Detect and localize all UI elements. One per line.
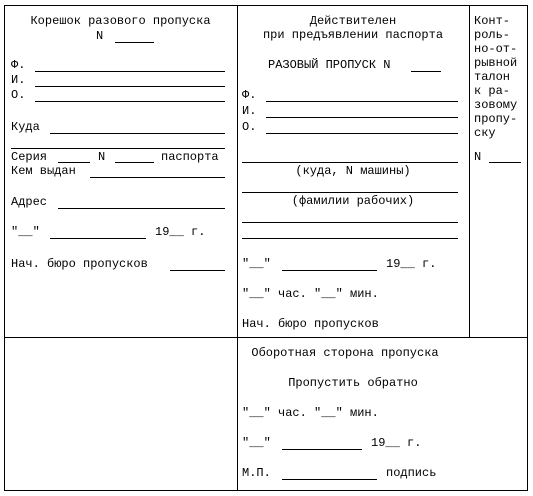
pass-workers-line <box>242 192 458 193</box>
stub-f-line <box>35 71 225 72</box>
stub-number-label: N <box>96 29 104 43</box>
coupon-line: талон <box>474 70 511 84</box>
coupon-n-label: N <box>474 150 482 164</box>
back-time: "__" час. "__" мин. <box>242 406 379 420</box>
stub-date-line <box>50 238 146 239</box>
stub-n-label: N <box>98 150 106 164</box>
coupon-line: роль- <box>474 28 511 42</box>
stub-passport-label: паспорта <box>161 150 219 164</box>
pass-i-label: И. <box>242 104 257 118</box>
stub-o-line <box>35 101 225 102</box>
back-title: Оборотная сторона пропуска <box>251 346 439 360</box>
pass-title: РАЗОВЫЙ ПРОПУСК N <box>268 58 391 72</box>
stub-number-line <box>115 42 154 43</box>
pass-f-label: Ф. <box>242 88 257 102</box>
pass-o-line <box>266 133 458 134</box>
stub-where-line-2 <box>11 148 225 149</box>
stub-bureau-label: Нач. бюро пропусков <box>11 257 148 271</box>
coupon-line: но-от- <box>474 42 518 56</box>
stub-i-line <box>35 86 225 87</box>
stub-f-label: Ф. <box>11 58 26 72</box>
back-date-quote: "__" <box>242 436 271 450</box>
pass-workers-line-3 <box>242 238 458 239</box>
back-date-line <box>282 449 362 450</box>
frame-left-border <box>4 5 5 491</box>
pass-date-quote: "__" <box>242 257 271 271</box>
frame-top-border <box>4 5 528 6</box>
stub-n-line <box>115 162 154 163</box>
stub-address-label: Адрес <box>11 195 48 209</box>
coupon-line: к ра- <box>474 84 511 98</box>
pass-where-caption: (куда, N машины) <box>295 164 411 178</box>
stub-bureau-line <box>170 270 225 271</box>
pass-valid-line2: при предъявлении паспорта <box>262 28 444 42</box>
stub-divider <box>237 5 238 491</box>
pass-f-line <box>266 101 458 102</box>
pass-time: "__" час. "__" мин. <box>242 287 379 301</box>
stub-issued-label: Кем выдан <box>11 164 76 178</box>
stub-address-line <box>58 208 225 209</box>
pass-valid-line1: Действителен <box>309 14 397 28</box>
stub-issued-line <box>90 177 225 178</box>
coupon-line: рывной <box>474 56 518 70</box>
coupon-line: зовому <box>474 98 518 112</box>
pass-title-number-line <box>411 71 441 72</box>
back-signature-label: подпись <box>386 466 437 480</box>
stub-i-label: И. <box>11 73 26 87</box>
stub-series-label: Серия <box>11 150 48 164</box>
back-mp-label: М.П. <box>242 466 271 480</box>
pass-o-label: О. <box>242 120 257 134</box>
back-date-year: 19__ г. <box>371 436 422 450</box>
pass-date-line <box>282 270 377 271</box>
pass-workers-line-2 <box>242 222 458 223</box>
coupon-divider <box>469 5 470 338</box>
coupon-line: пропу- <box>474 112 518 126</box>
coupon-n-line <box>489 162 521 163</box>
coupon-line: ску <box>474 126 496 140</box>
stub-where-line <box>50 133 225 134</box>
coupon-line: Конт- <box>474 14 511 28</box>
stub-date-year: 19__ г. <box>155 225 206 239</box>
pass-date-year: 19__ г. <box>386 257 437 271</box>
pass-workers-caption: (фамилии рабочих) <box>291 194 415 208</box>
frame-bottom-border <box>4 490 528 491</box>
back-let-back: Пропустить обратно <box>288 376 418 390</box>
pass-where-line <box>242 162 458 163</box>
frame-right-border <box>527 5 528 491</box>
stub-where-label: Куда <box>11 120 40 134</box>
stub-title: Корешок разового пропуска <box>30 14 211 28</box>
stub-date-quote: "__" <box>11 225 40 239</box>
pass-i-line <box>266 117 458 118</box>
stub-o-label: О. <box>11 88 26 102</box>
stub-series-line <box>58 162 90 163</box>
back-signature-line <box>282 479 377 480</box>
middle-divider <box>4 337 528 338</box>
coupon-text <box>474 14 517 140</box>
pass-bureau-label: Нач. бюро пропусков <box>242 317 379 331</box>
